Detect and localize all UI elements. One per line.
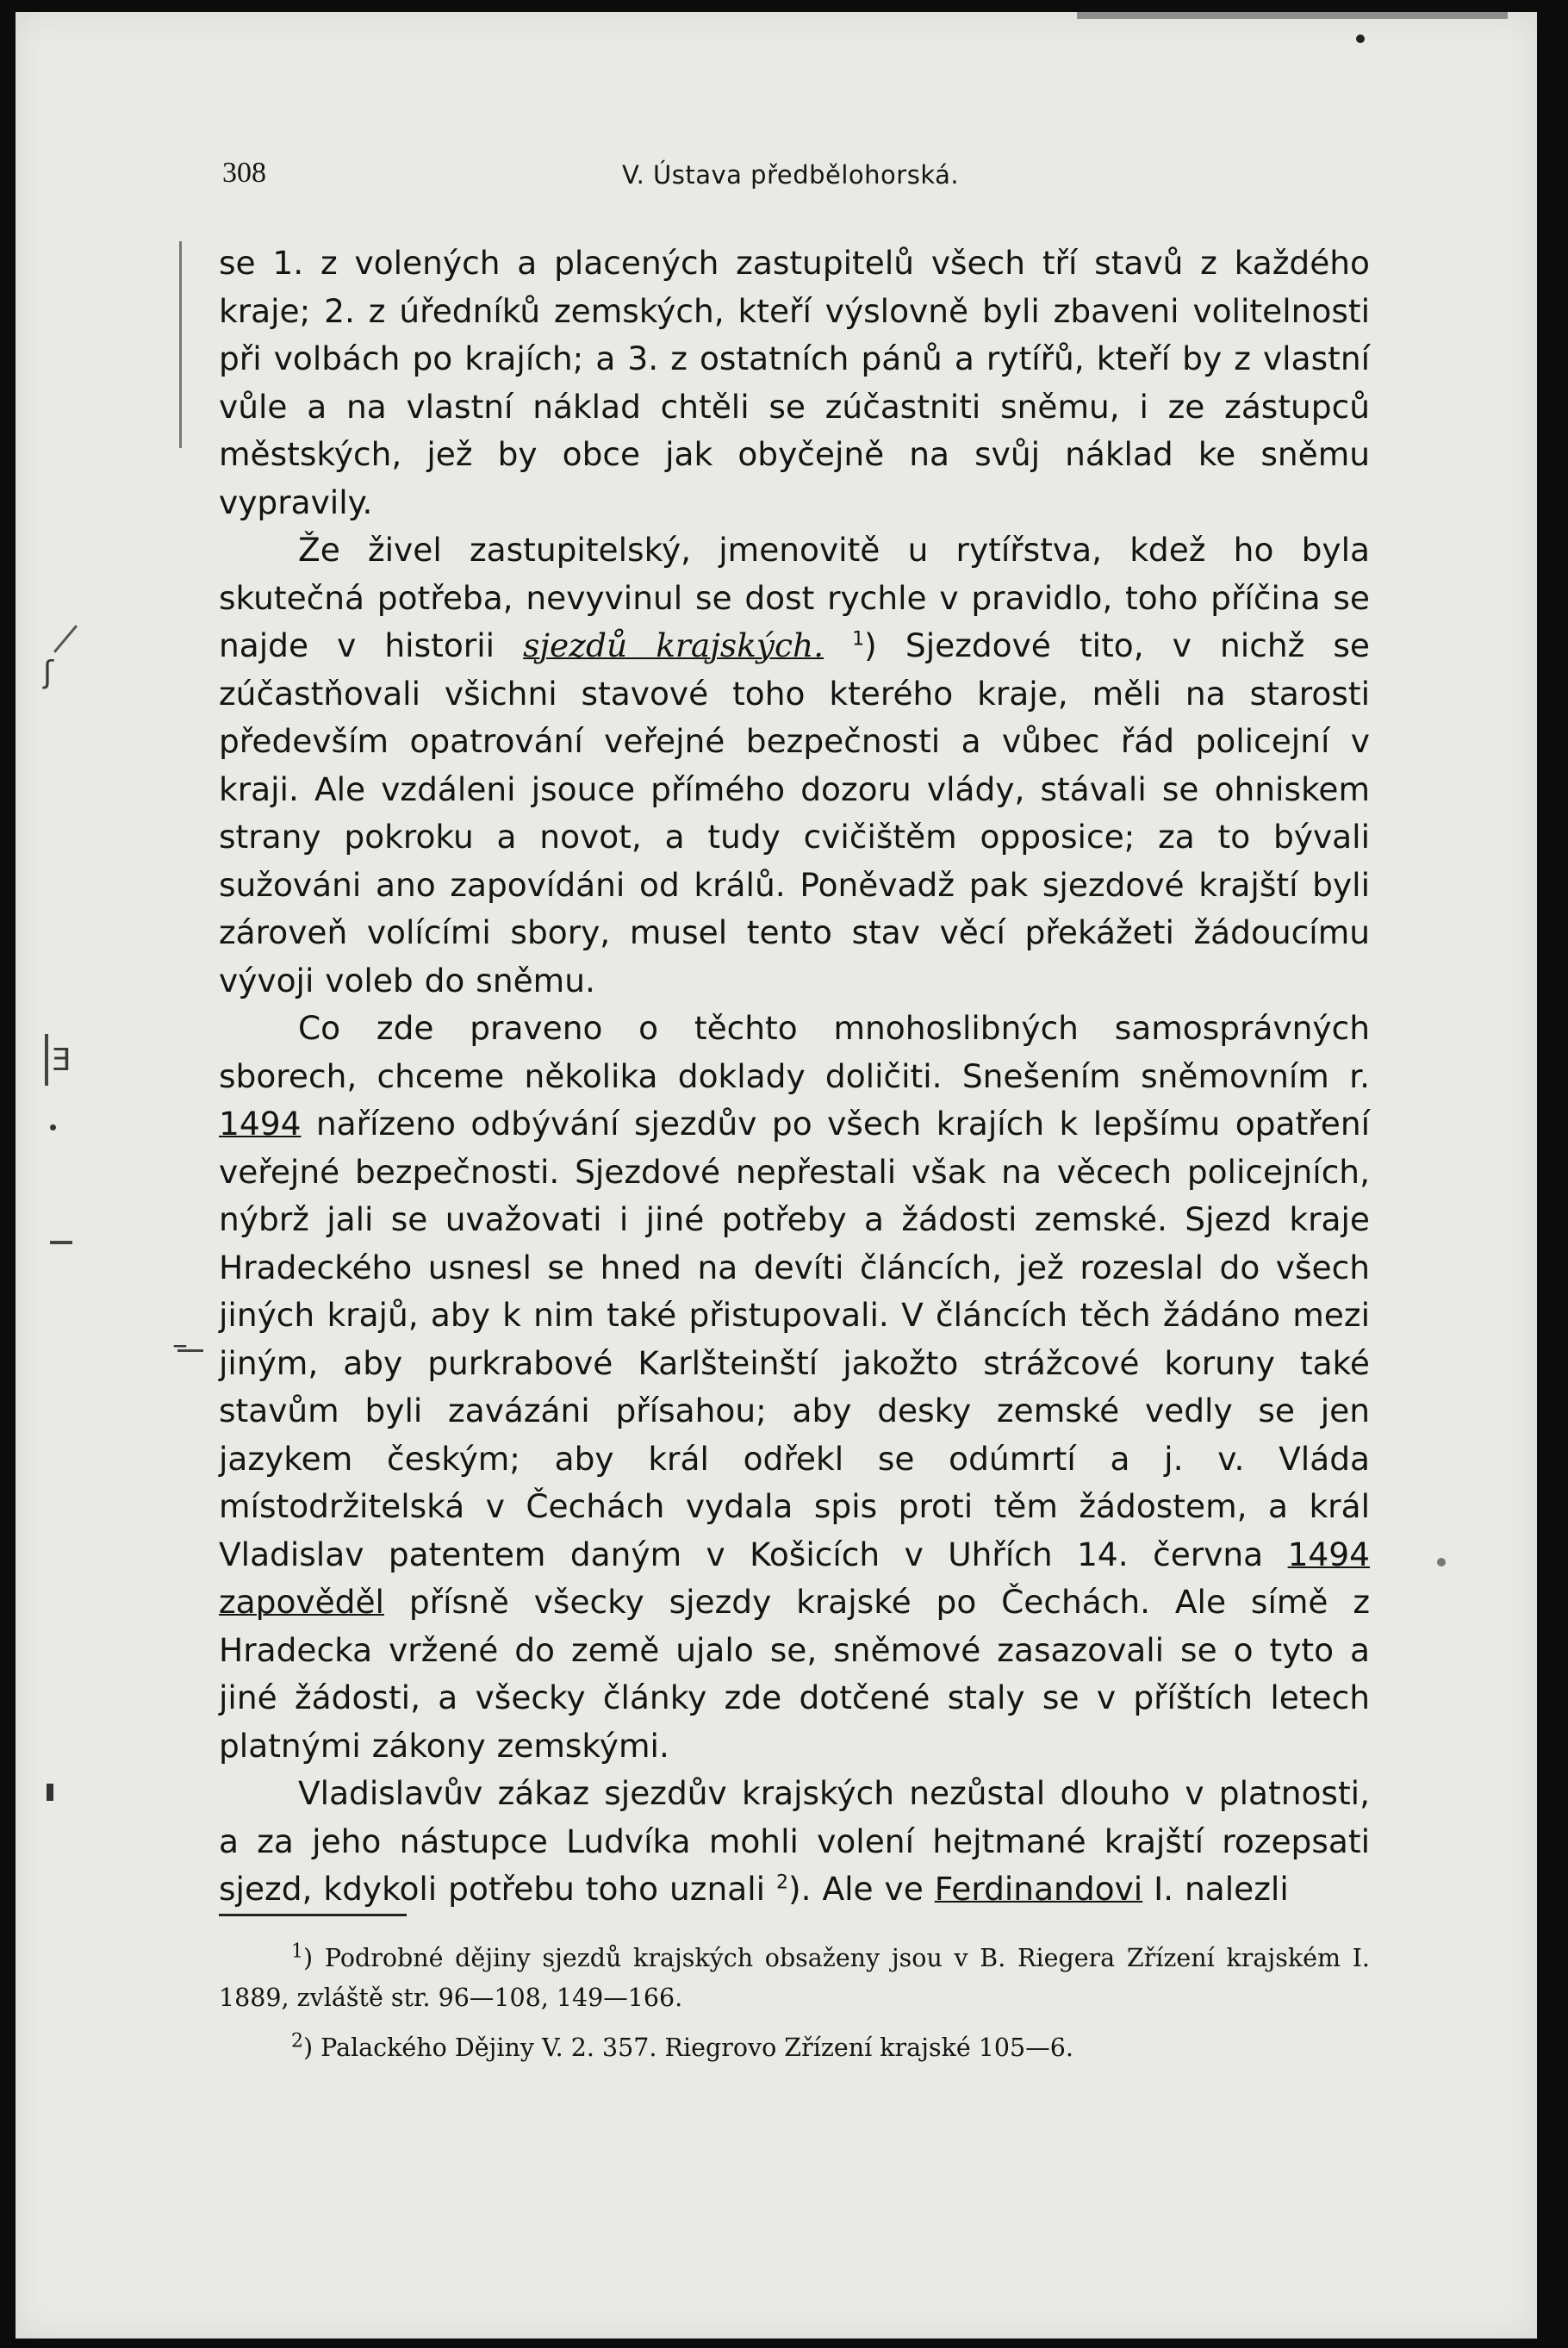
footnote-2-text: ) Palackého Dějiny V. 2. 357. Riegrovo Zřízení krajské 105—6.: [303, 2033, 1073, 2062]
paragraph-2: [219, 526, 1370, 1005]
paragraph-4-text-c: I. nalezli: [1154, 1870, 1289, 1908]
margin-dot: [50, 1124, 56, 1130]
scan-edge-shadow: [1077, 12, 1508, 19]
margin-handwriting: ʃ: [43, 655, 54, 690]
paragraph-1-text: se 1. z volených a placených zastupitelů všech tří stavů z každého kraje; 2. z úředníků zemských, kteří výslovně byli zbaveni volitelnosti při volbách po krajích; a 3. z ostatních pánů a rytířů, kteří by z vlastní vůle a na vlastní náklad chtěli se zúčastniti sněmu, i ze zástupců městských, jež by obce jak obyčejně na svůj náklad ke sněmu vypravily.: [219, 244, 1370, 521]
margin-handwriting: –: [172, 1327, 188, 1362]
footnote-2-marker: 2: [291, 2030, 303, 2052]
margin-dot: [1356, 34, 1365, 43]
footnote-1-text: ) Podrobné dějiny sjezdů krajských obsaženy jsou v B. Riegera Zřízení krajském I. 1889, zvláště str. 96—108, 149—166.: [219, 1944, 1370, 2012]
footnote-2: [219, 2028, 1370, 2068]
underlined-year-1494: 1494: [219, 1105, 302, 1143]
paragraph-3: [219, 1005, 1370, 1770]
scan-border: [1537, 0, 1568, 2348]
footnote-1-marker: 1: [291, 1940, 303, 1963]
paragraph-3-text-a: Co zde praveno o těchto mnohoslibných samosprávných sborech, chceme několika doklady doličiti. Snešením sněmovním r.: [219, 1009, 1370, 1095]
footnote-ref-1: 1: [852, 628, 865, 651]
italic-term-sjezdu: sjezdů krajských.: [523, 626, 824, 664]
footnote-divider: [219, 1914, 407, 1916]
margin-handwriting: Ǝ: [52, 1043, 72, 1078]
page-header: [222, 157, 1382, 202]
paragraph-2-text-a: Že živel zastupitelský, jmenovitě u rytířstva, kdež ho byla skutečná potřeba, nevyvinul se dost rychle v pravidlo, toho příčina se najde v historii: [219, 531, 1370, 664]
paragraph-4: [219, 1770, 1370, 1914]
margin-pencil-mark: [47, 1784, 53, 1801]
footnote-1: [219, 1939, 1370, 2018]
underlined-name-ferdinand: Ferdinandovi: [934, 1870, 1143, 1908]
paragraph-1: [219, 240, 1370, 526]
paragraph-3-text-c: přísně všecky sjezdy krajské po Čechách. Ale símě z Hradecka vržené do země ujalo se, sněmové zasazovali se o tyto a jiné žádosti, a všecky články zde dotčené staly se v příštích letech platnými zákony zemskými.: [219, 1583, 1371, 1765]
underlined-year-1494-zapovedel: 1494 zapověděl: [219, 1535, 1371, 1621]
margin-pencil-mark: [179, 241, 182, 448]
paragraph-3-text-b: nařízeno odbývání sjezdův po všech krajích k lepšímu opatření veřejné bezpečnosti. Sjezdové nepřestali však na věcech policejních, nýbrž jali se uvažovati i jiné potřeby a žádosti zemské. Sjezd kraje Hradeckého usnesl se hned na devíti článcích, jež rozeslal do všech jiných krajů, aby k nim také přistupovali. V článcích těch žádáno mezi jiným, aby purkrabové Karlšteinští jakožto strážcové koruny také stavům byli zavázáni přísahou; aby desky zemské vedly se jen jazykem českým; aby král odřekl se odúmrtí a j. v. Vláda místodržitelská v Čechách vydala spis proti těm žádostem, a král Vladislav patentem daným v Košicích v Uhřích 14. června: [219, 1105, 1371, 1573]
body-text: [219, 240, 1370, 1914]
footnotes: [219, 1939, 1370, 2078]
margin-pencil-mark: [45, 1034, 48, 1086]
paragraph-2-text-b: ) Sjezdové tito, v nichž se zúčastňovali všichni stavové toho kterého kraje, měli na starosti především opatrování veřejné bezpečnosti a vůbec řád policejní v kraji. Ale vzdáleni jsouce přímého dozoru vlády, stávali se ohniskem strany pokroku a novot, a tudy cvičištěm opposice; za to bývali sužováni ano zapovídáni od králů. Poněvadž pak sjezdové krajští byli zároveň volícími sbory, musel tento stav věcí překážeti žádoucímu vývoji voleb do sněmu.: [219, 626, 1370, 1000]
running-title: V. Ústava předbělohorská.: [622, 160, 960, 190]
margin-pencil-mark: [50, 1241, 72, 1244]
paragraph-4-text-b: ). Ale ve: [788, 1870, 924, 1908]
page-number: 308: [222, 157, 266, 189]
paragraph-4-text-a: Vladislavův zákaz sjezdův krajských nezůstal dlouho v platnosti, a za jeho nástupce Ludvíka mohli volení hejtmané krajští rozepsati sjezd, kdykoli potřebu toho uznali: [219, 1774, 1370, 1908]
margin-dot: [1437, 1558, 1446, 1566]
footnote-ref-2: 2: [776, 1872, 788, 1894]
